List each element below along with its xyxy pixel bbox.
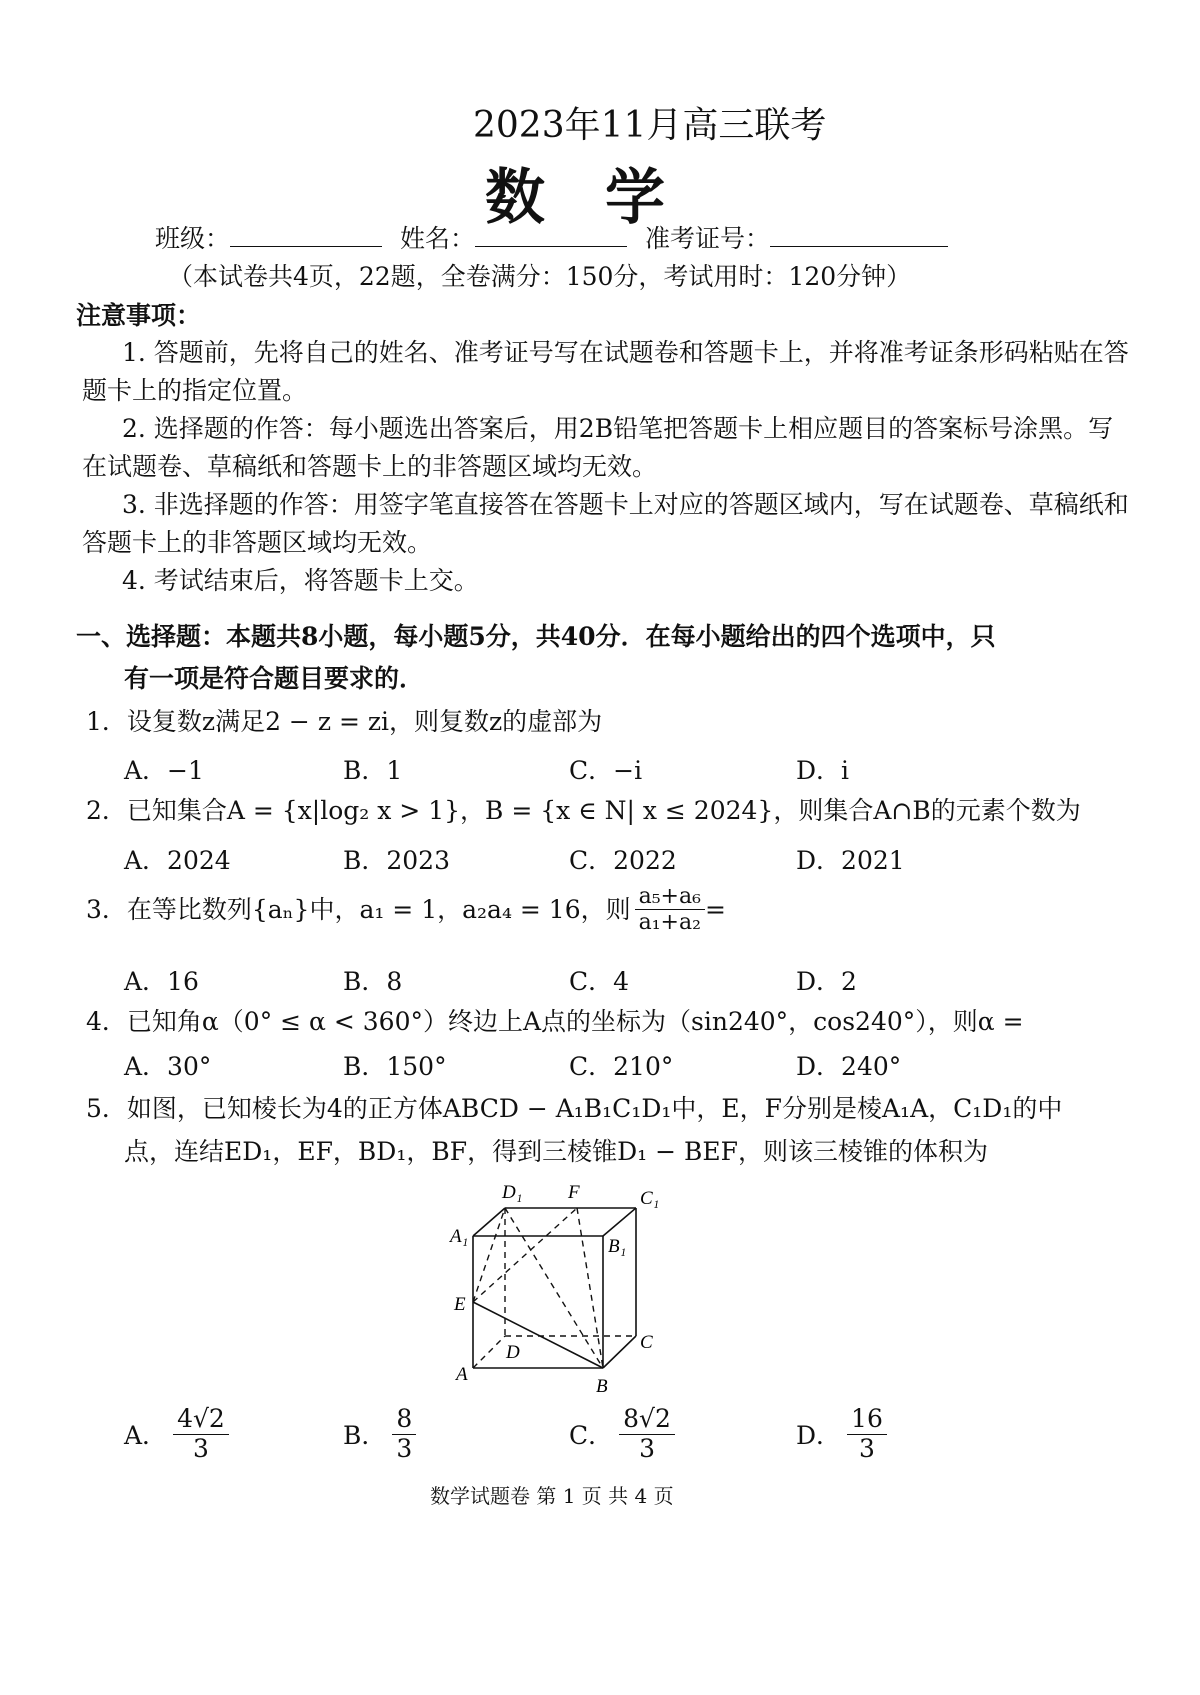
q5-option-a-den: 3	[192, 1433, 209, 1463]
q4-option-b[interactable]: B．150°	[343, 1052, 447, 1081]
q5-option-c-den: 3	[639, 1433, 655, 1463]
name-label: 姓名：	[399, 224, 475, 253]
question-5-stem-line2: 点，连结ED₁，EF，BD₁，BF，得到三棱锥D₁ − BEF，则该三棱锥的体积为	[124, 1137, 988, 1166]
q1-option-a[interactable]: A．−1	[124, 756, 204, 785]
label-e: E	[454, 1294, 466, 1315]
q5-option-c[interactable]	[569, 1405, 675, 1464]
notes-heading: 注意事项：	[76, 301, 202, 330]
student-info-fields	[155, 220, 948, 258]
label-b: B	[596, 1376, 608, 1397]
q1-option-d[interactable]: D．i	[796, 756, 850, 785]
q3-fraction-denominator: a₁+a₂	[638, 910, 701, 936]
q2-option-c[interactable]: C．2022	[569, 846, 677, 875]
q2-option-b[interactable]: B．2023	[343, 846, 450, 875]
label-b1: B₁	[608, 1236, 627, 1257]
label-f: F	[568, 1182, 580, 1203]
q2-option-d[interactable]: D．2021	[796, 846, 905, 875]
q5-option-c-letter: C．	[569, 1421, 614, 1451]
q5-option-a-num: 4√2	[173, 1405, 229, 1435]
q2-option-a[interactable]: A．2024	[124, 846, 231, 875]
note-item-4: 4. 考试结束后，将答题卡上交。	[122, 566, 479, 595]
q5-option-c-num: 8√2	[619, 1405, 675, 1435]
q5-option-a[interactable]	[124, 1405, 229, 1464]
question-5-stem-line1: 5．如图，已知棱长为4的正方体ABCD − A₁B₁C₁D₁中，E，F分别是棱A₁A，C₁D₁的中	[86, 1094, 1063, 1123]
q5-option-d-num: 16	[847, 1405, 887, 1435]
q5-option-b[interactable]	[343, 1405, 416, 1464]
q5-option-b-num: 8	[392, 1405, 416, 1435]
q5-option-a-fraction	[173, 1405, 229, 1464]
note-item-3: 3. 非选择题的作答：用签字笔直接答在答题卡上对应的答题区域内，写在试题卷、草稿纸和答题卡上的非答题区域均无效。	[82, 490, 1129, 557]
class-blank[interactable]	[230, 220, 382, 247]
q5-option-c-fraction	[619, 1405, 675, 1464]
class-label: 班级：	[155, 224, 231, 253]
q5-option-d-den: 3	[859, 1433, 875, 1463]
q3-option-c[interactable]: C．4	[569, 967, 630, 996]
question-1-stem: 1．设复数z满足2 − z = zi，则复数z的虚部为	[86, 707, 603, 736]
question-3-stem	[86, 884, 726, 936]
label-d: D	[506, 1342, 520, 1363]
q5-option-b-den: 3	[396, 1433, 413, 1463]
name-blank[interactable]	[475, 220, 627, 247]
section1-heading-line2: 有一项是符合题目要求的．	[124, 664, 425, 693]
q3-option-d[interactable]: D．2	[796, 967, 857, 996]
exam-info: （本试卷共4页，22题，全卷满分：150分，考试用时：120分钟）	[168, 262, 912, 291]
question-2-stem: 2．已知集合A = {x|log₂ x > 1}，B = {x ∈ N| x ≤ 2024}，则集合A∩B的元素个数为	[86, 796, 1081, 825]
note-item-1: 1. 答题前，先将自己的姓名、准考证号写在试题卷和答题卡上，并将准考证条形码粘贴在答题卡上的指定位置。	[82, 338, 1129, 405]
q5-option-b-letter: B．	[343, 1421, 387, 1451]
q3-stem-prefix: 3．在等比数列{aₙ}中，a₁ = 1，a₂a₄ = 16，则	[86, 894, 631, 924]
label-c1: C₁	[640, 1188, 660, 1209]
q5-option-d-fraction	[847, 1405, 887, 1464]
q5-option-b-fraction	[392, 1405, 416, 1464]
q4-option-d[interactable]: D．240°	[796, 1052, 902, 1081]
q4-option-c[interactable]: C．210°	[569, 1052, 674, 1081]
exam-id-blank[interactable]	[770, 220, 948, 247]
cube-figure	[440, 1178, 700, 1398]
q5-option-a-letter: A．	[124, 1421, 168, 1451]
q3-stem-suffix: =	[704, 894, 726, 924]
q4-option-a[interactable]: A．30°	[124, 1052, 212, 1081]
note-item-2: 2. 选择题的作答：每小题选出答案后，用2B铅笔把答题卡上相应题目的答案标号涂黑。写在试题卷、草稿纸和答题卡上的非答题区域均无效。	[82, 414, 1114, 481]
q3-option-b[interactable]: B．8	[343, 967, 403, 996]
q3-fraction	[635, 884, 705, 936]
section1-heading-line1: 一、选择题：本题共8小题，每小题5分，共40分．在每小题给出的四个选项中，只	[76, 622, 996, 651]
q5-option-d[interactable]	[796, 1405, 887, 1464]
subject-title: 数学	[485, 163, 725, 233]
question-4-stem: 4．已知角α（0° ≤ α < 360°）终边上A点的坐标为（sin240°，cos240°），则α =	[86, 1007, 1024, 1036]
label-c: C	[640, 1332, 653, 1353]
q5-option-d-letter: D．	[796, 1421, 842, 1451]
q1-option-b[interactable]: B．1	[343, 756, 403, 785]
exam-id-label: 准考证号：	[644, 224, 770, 253]
exam-title: 2023年11月高三联考	[473, 105, 827, 146]
q3-option-a[interactable]: A．16	[124, 967, 199, 996]
page-footer: 数学试题卷 第 1 页 共 4 页	[430, 1484, 674, 1508]
label-a1: A₁	[450, 1226, 469, 1247]
label-a: A	[456, 1364, 468, 1385]
q3-fraction-numerator: a₅+a₆	[635, 884, 705, 910]
label-d1: D₁	[502, 1182, 523, 1203]
q1-option-c[interactable]: C．−i	[569, 756, 643, 785]
